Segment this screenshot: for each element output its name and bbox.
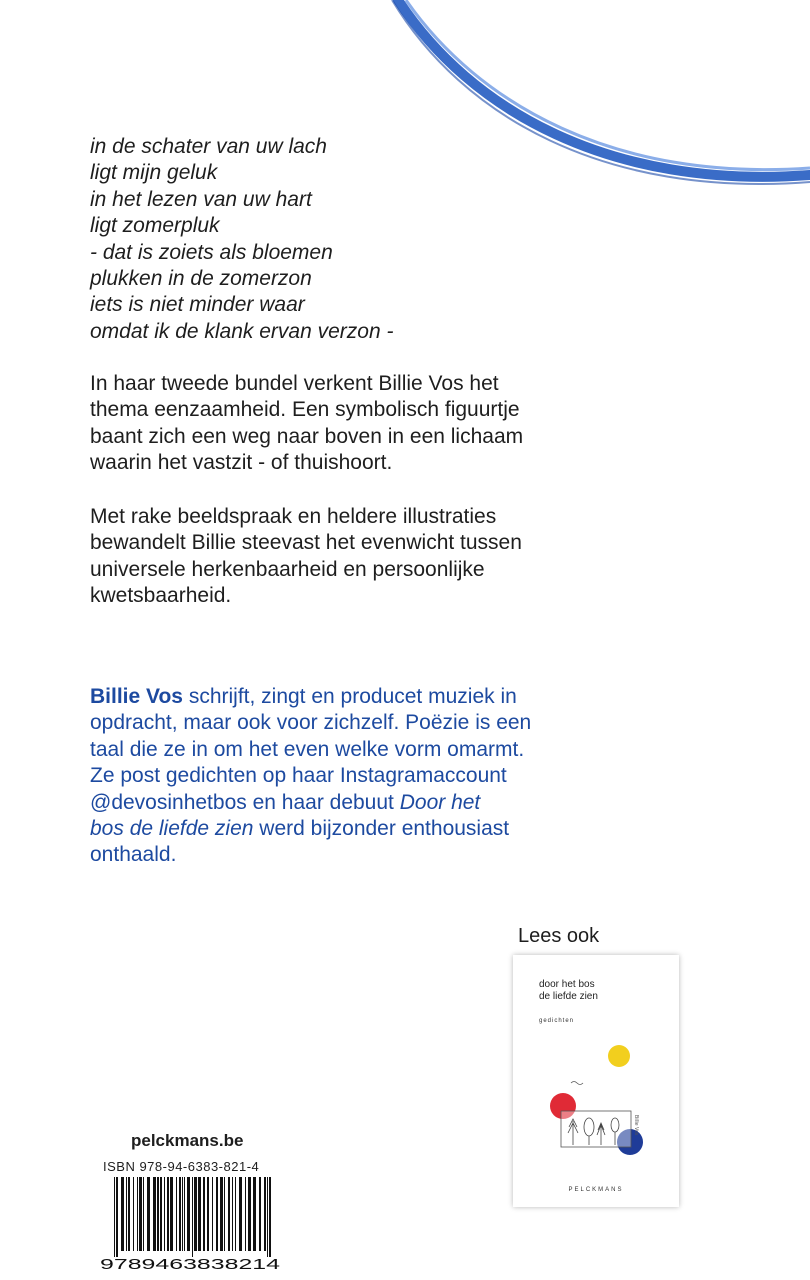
barcode-bar (224, 1177, 225, 1251)
barcode-bar (143, 1177, 144, 1251)
barcode-bar (176, 1177, 177, 1251)
barcode-bar (194, 1177, 197, 1251)
poem-line: ligt mijn geluk (90, 161, 218, 185)
debut-title: Door het (399, 790, 481, 814)
isbn-number: ISBN 978-94-6383-821-4 (103, 1159, 260, 1174)
barcode-bar (207, 1177, 209, 1251)
barcode-bar (164, 1177, 165, 1251)
barcode-bar (121, 1177, 124, 1251)
barcode-bar (248, 1177, 251, 1251)
description-line: bewandelt Billie steevast het evenwicht tussen (90, 531, 522, 555)
book-subtitle: gedichten (539, 1018, 575, 1024)
barcode-bar (126, 1177, 127, 1251)
barcode-bar (114, 1177, 115, 1257)
description-line: Met rake beeldspraak en heldere illustraties (90, 505, 497, 528)
barcode-bar (157, 1177, 159, 1251)
barcode-bar (259, 1177, 261, 1251)
bio-text: schrijft, zingt en producet muziek in (182, 685, 517, 708)
barcode-bar (228, 1177, 230, 1251)
barcode-bar (192, 1177, 193, 1257)
related-book-cover (513, 955, 679, 1207)
barcode-bar (133, 1177, 134, 1251)
poem-line: - dat is zoiets als bloemen (90, 240, 333, 264)
poem-line: omdat ik de klank ervan verzon - (90, 319, 394, 343)
book-title-line: door het bos (539, 979, 595, 990)
barcode-bar (187, 1177, 190, 1251)
bio-line: taal die ze in om het even welke vorm omarmt. (90, 737, 525, 761)
book-publisher: PELCKMANS (568, 1187, 624, 1193)
description-line: In haar tweede bundel verkent Billie Vos het (90, 372, 499, 395)
author-name: Billie Vos (90, 685, 183, 708)
book-title-line: de liefde zien (539, 991, 598, 1002)
barcode-bar (167, 1177, 169, 1251)
barcode-bar (182, 1177, 183, 1251)
publisher-website: pelckmans.be (131, 1131, 244, 1150)
poem (90, 134, 393, 345)
description-line: universele herkenbaarheid en persoonlijke (90, 557, 485, 581)
poem-line: plukken in de zomerzon (90, 267, 312, 291)
book-title (539, 979, 598, 1003)
barcode-bar (139, 1177, 142, 1251)
poem-line: ligt zomerpluk (90, 214, 220, 238)
book-spine-author: Billie Vos (633, 1115, 639, 1136)
barcode-bar (269, 1177, 271, 1257)
barcode-bar (203, 1177, 205, 1251)
barcode-bar (184, 1177, 185, 1251)
description-line: kwetsbaarheid. (90, 584, 232, 608)
barcode-bar (128, 1177, 130, 1251)
barcode-bar (232, 1177, 233, 1251)
bio-line (90, 684, 610, 710)
description-line: waarin het vastzit - of thuishoort. (90, 451, 393, 475)
barcode-bar (220, 1177, 223, 1251)
barcode-bar (147, 1177, 150, 1251)
description-line: thema eenzaamheid. Een symbolisch figuurtje (90, 398, 520, 422)
barcode-bar (198, 1177, 201, 1251)
barcode-bar (235, 1177, 236, 1251)
description-paragraph-2 (90, 504, 610, 610)
bio-line (90, 790, 610, 816)
barcode-bar (245, 1177, 246, 1251)
barcode-bar (137, 1177, 138, 1251)
barcode-bar (160, 1177, 162, 1251)
lees-ook-heading: Lees ook (518, 925, 600, 947)
barcode-bar (216, 1177, 218, 1251)
barcode-bar (116, 1177, 118, 1257)
debut-title: bos de liefde zien (90, 817, 254, 841)
barcode-bar (253, 1177, 256, 1251)
author-bio (90, 684, 610, 869)
bio-line (90, 816, 610, 842)
bio-text: @devosinhetbos en haar debuut (90, 790, 400, 814)
description-paragraph-1 (90, 371, 610, 477)
barcode-digits: 9789463838214 (100, 1256, 280, 1272)
description-line: baant zich een weg naar boven in een lichaam (90, 424, 524, 448)
bio-line: onthaald. (90, 843, 177, 867)
barcode-bar (170, 1177, 173, 1251)
barcode-bar (212, 1177, 213, 1251)
barcode-bar (153, 1177, 156, 1251)
barcode-bar (264, 1177, 266, 1251)
bio-text: werd bijzonder enthousiast (253, 817, 510, 841)
poem-line: in de schater van uw lach (90, 135, 327, 158)
barcode (100, 1177, 280, 1272)
book-cover-illustration (513, 1035, 679, 1165)
bio-line: opdracht, maar ook voor zichzelf. Poëzie is een (90, 711, 532, 735)
barcode-bar (179, 1177, 181, 1251)
poem-line: in het lezen van uw hart (90, 187, 312, 211)
barcode-bar (267, 1177, 268, 1257)
poem-line: iets is niet minder waar (90, 293, 305, 317)
bio-line: Ze post gedichten op haar Instagramaccount (90, 764, 507, 788)
barcode-bar (239, 1177, 242, 1251)
